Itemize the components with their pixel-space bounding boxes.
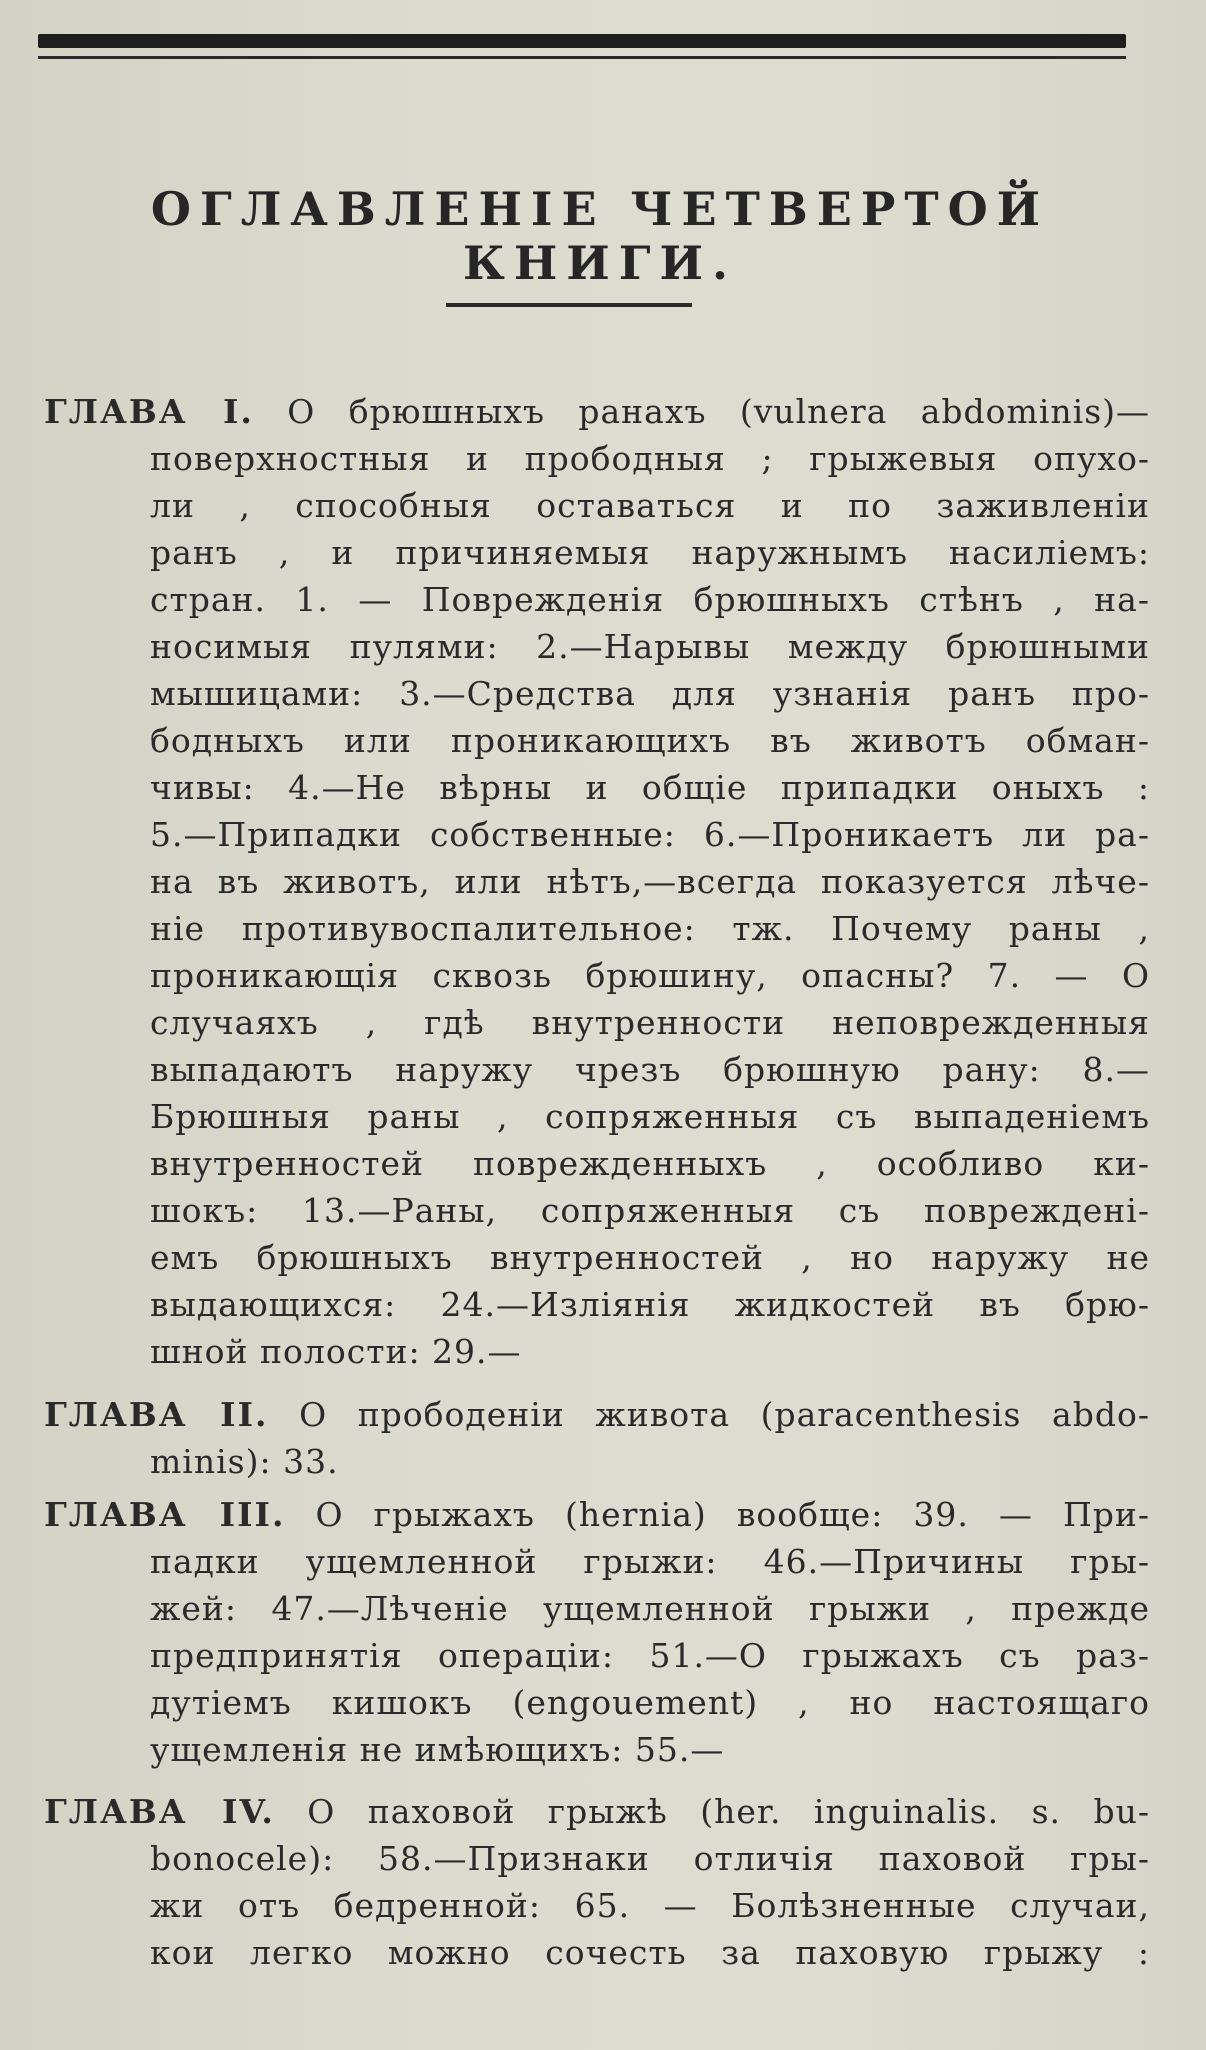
toc-line: шокъ: 13.—Раны, сопряженныя съ поврежденi-: [150, 1191, 1150, 1230]
toc-line: предпринятія операціи: 51.—О грыжахъ съ раз-: [150, 1636, 1150, 1675]
page-title: ОГЛАВЛЕНІЕ ЧЕТВЕРТОЙ КНИГИ.: [150, 182, 1050, 290]
toc-line: емъ брюшныхъ внутренностей , но наружу не: [150, 1238, 1150, 1277]
toc-line: кои легко можно сочесть за паховую грыжу :: [150, 1933, 1150, 1972]
toc-line: minis): 33.: [150, 1442, 339, 1481]
toc-line: bonocele): 58.—Признаки отличія паховой гры-: [150, 1839, 1150, 1878]
toc-line: поверхностныя и прободныя ; грыжевыя опухо-: [150, 439, 1150, 478]
toc-line: чивы: 4.—Не вѣрны и общіе припадки оныхъ :: [150, 768, 1150, 807]
toc-line: жей: 47.—Лѣченіе ущемленной грыжи , прежде: [150, 1589, 1150, 1628]
toc-line: стран. 1. — Поврежденія брюшныхъ стѣнъ , на-: [150, 580, 1150, 619]
toc-line: проникающія сквозь брюшину, опасны? 7. — О: [150, 956, 1150, 995]
toc-line: жи отъ бедренной: 65. — Болѣзненные случаи,: [150, 1886, 1150, 1925]
toc-line: шной полости: 29.—: [150, 1332, 522, 1371]
toc-line: ГЛАВА I. О брюшныхъ ранахъ (vulnera abdominis)—: [44, 392, 1151, 431]
toc-line: бодныхъ или проникающихъ въ животъ обман-: [150, 721, 1150, 760]
chapter-heading: ГЛАВА I.: [44, 392, 254, 431]
chapter-heading: ГЛАВА IV.: [44, 1792, 275, 1831]
toc-line: 5.—Припадки собственные: 6.—Проникаетъ ли ра-: [150, 815, 1150, 854]
toc-line: ніе противувоспалительное: тж. Почему раны ,: [150, 909, 1150, 948]
toc-line: ли , способныя оставаться и по заживленіи: [150, 486, 1150, 525]
top-rule-thick: [38, 34, 1126, 48]
toc-line: ГЛАВА II. О прободеніи живота (paracenthesis abdo-: [44, 1395, 1150, 1434]
toc-line: ГЛАВА III. О грыжахъ (hernia) вообще: 39. — При-: [44, 1495, 1150, 1534]
toc-line: Брюшныя раны , сопряженныя съ выпаденіемъ: [150, 1097, 1150, 1136]
top-rule-thin: [38, 56, 1126, 59]
toc-line: мышицами: 3.—Средства для узнанія ранъ про-: [150, 674, 1150, 713]
toc-line: случаяхъ , гдѣ внутренности неповрежденныя: [150, 1003, 1150, 1042]
toc-line: выдающихся: 24.—Изліянія жидкостей въ брю-: [150, 1285, 1150, 1324]
title-divider: [446, 303, 692, 307]
toc-line: падки ущемленной грыжи: 46.—Причины гры-: [150, 1542, 1150, 1581]
toc-line: выпадаютъ наружу чрезъ брюшную рану: 8.—: [150, 1050, 1150, 1089]
toc-line: ущемленія не имѣющихъ: 55.—: [150, 1730, 725, 1769]
toc-line: ранъ , и причиняемыя наружнымъ насиліемъ:: [150, 533, 1150, 572]
toc-line: дутіемъ кишокъ (engouement) , но настоящаго: [150, 1683, 1150, 1722]
chapter-heading: ГЛАВА II.: [44, 1395, 269, 1434]
toc-line: носимыя пулями: 2.—Нарывы между брюшными: [150, 627, 1150, 666]
toc-line: внутренностей поврежденныхъ , особливо ки-: [150, 1144, 1150, 1183]
toc-line: на въ животъ, или нѣтъ,—всегда показуется лѣче-: [150, 862, 1150, 901]
toc-line: ГЛАВА IV. О паховой грыжѣ (her. inguinalis. s. bu-: [44, 1792, 1150, 1831]
chapter-heading: ГЛАВА III.: [44, 1495, 286, 1534]
